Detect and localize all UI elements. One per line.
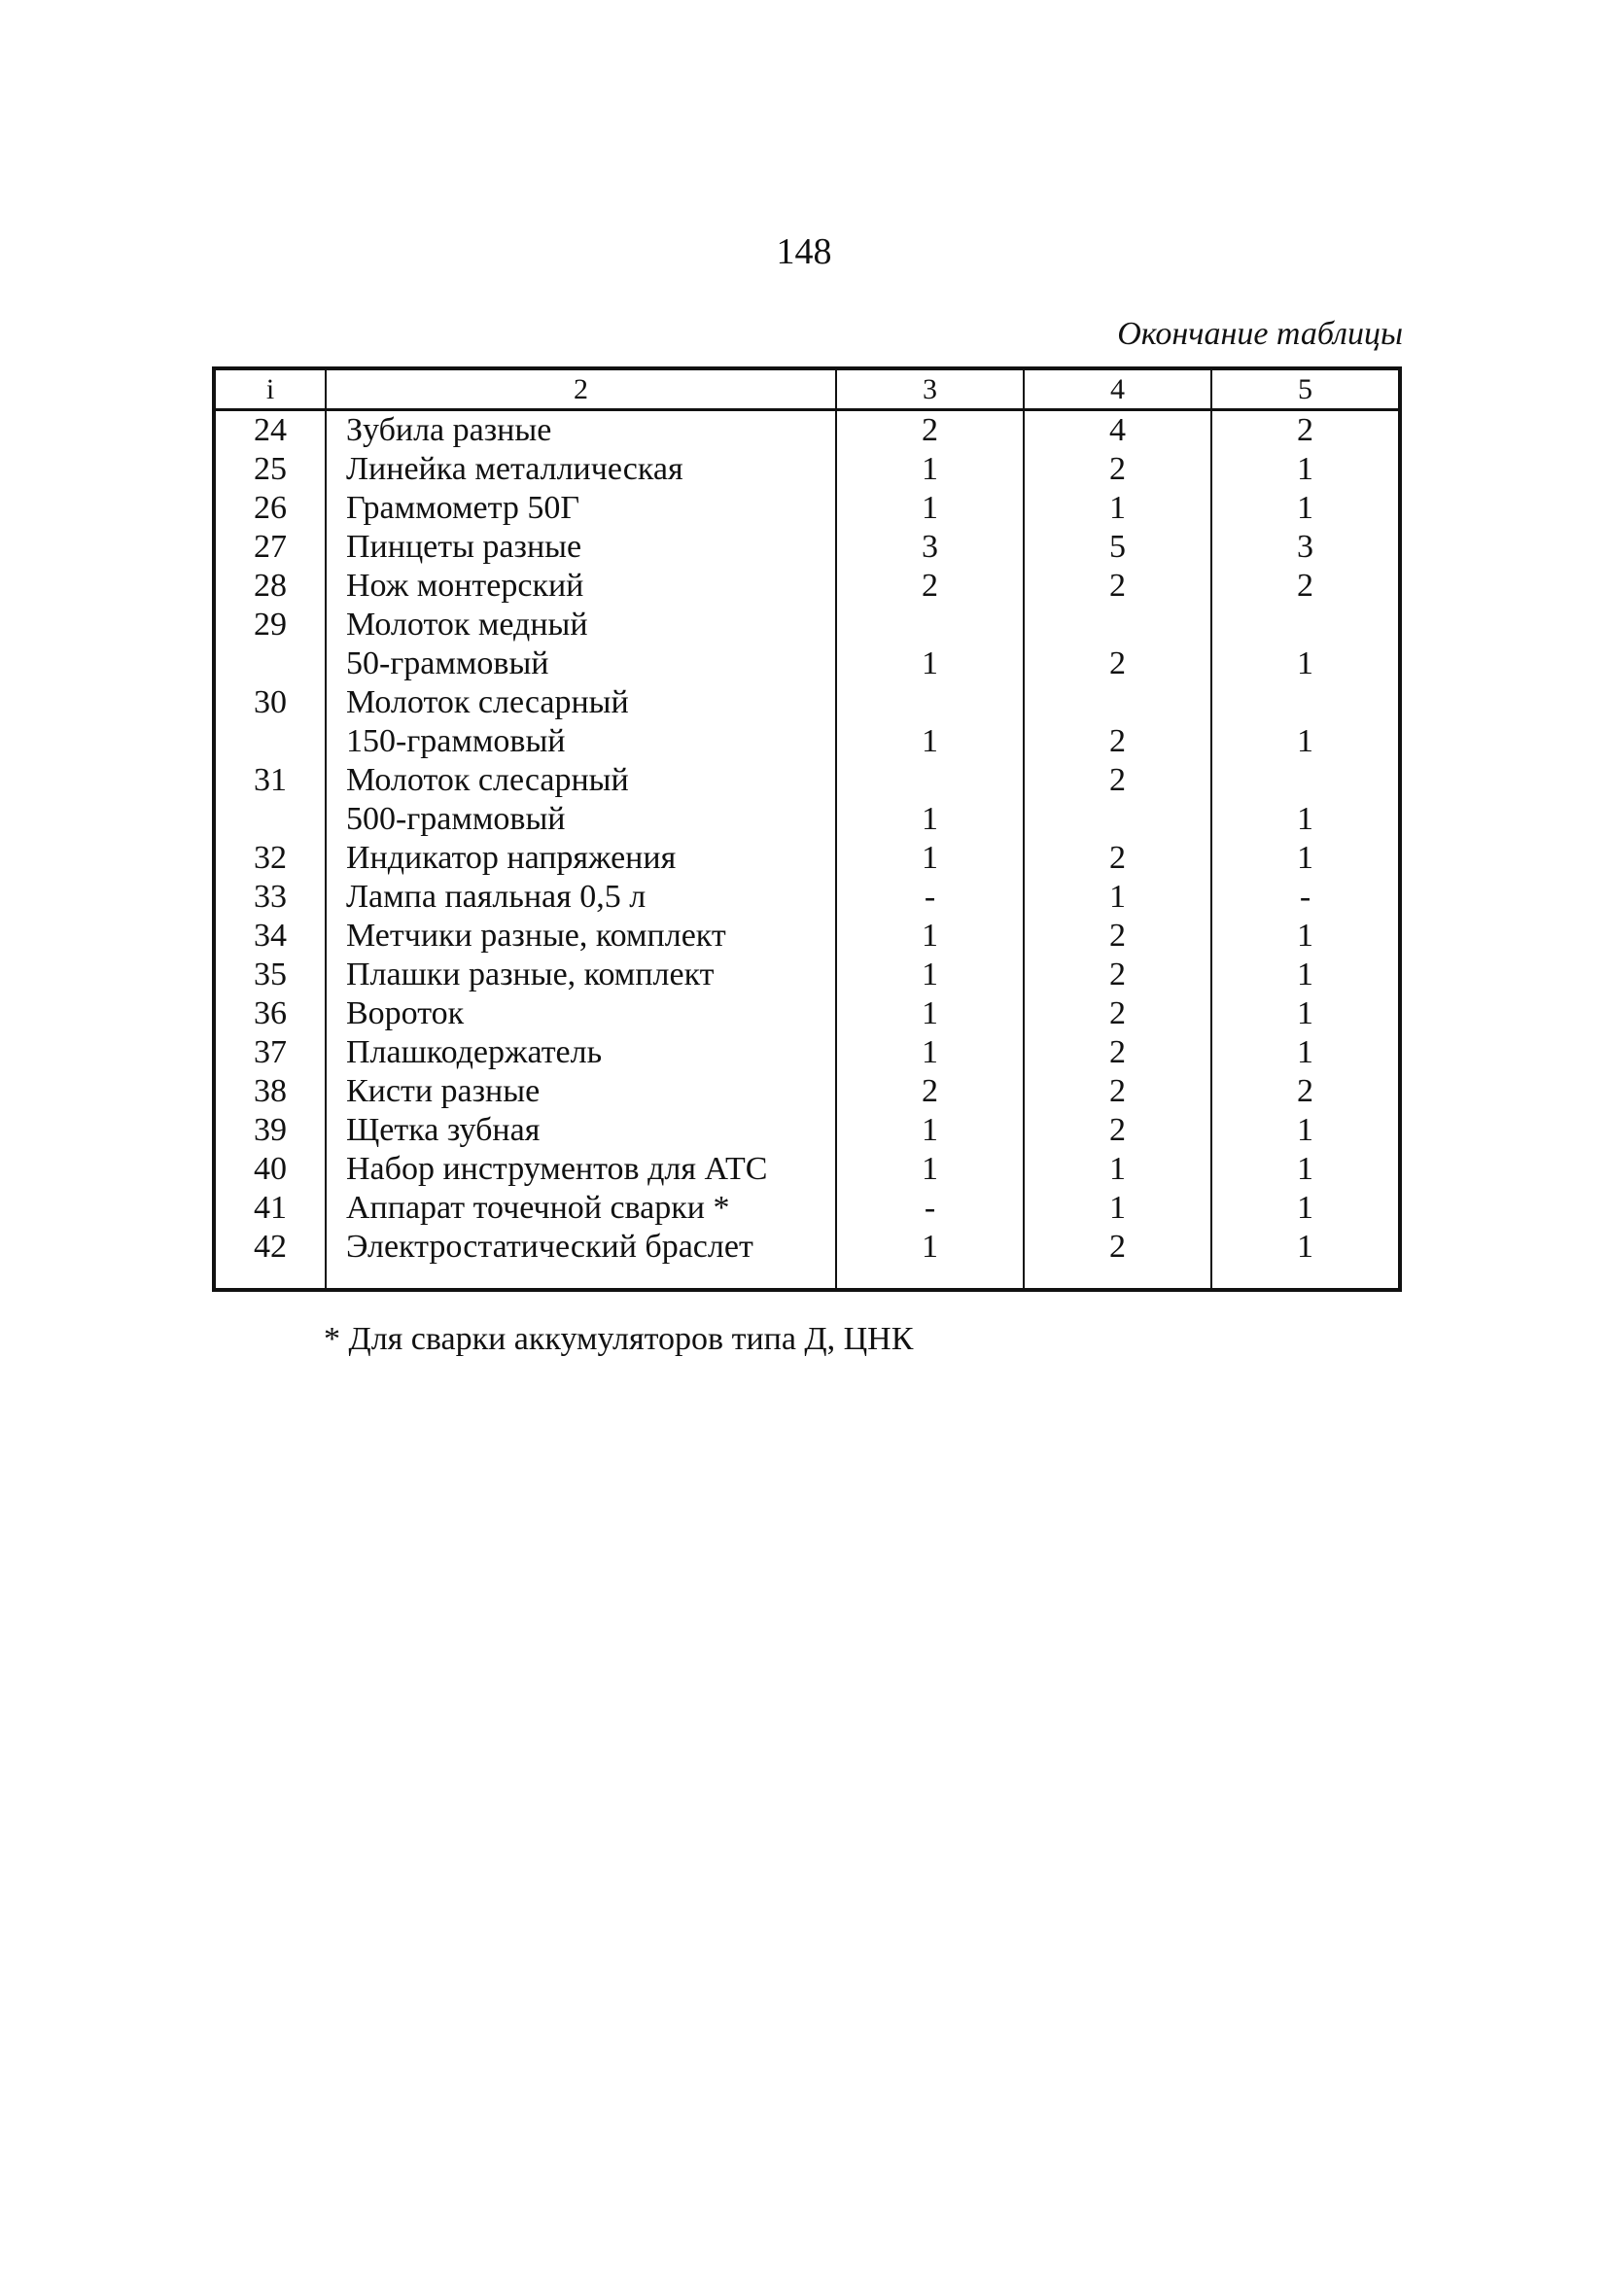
col-5-value: [1211, 761, 1400, 800]
col-3-value: [836, 761, 1024, 800]
row-number: 37: [214, 1033, 326, 1072]
table-row: [214, 722, 1400, 761]
item-name: Электростатический браслет: [326, 1228, 836, 1267]
table-row: [214, 1189, 1400, 1228]
col-3-value: 2: [836, 410, 1024, 451]
col-5-value: 1: [1211, 839, 1400, 878]
item-name: Индикатор напряжения: [326, 839, 836, 878]
item-name: Граммометр 50Г: [326, 489, 836, 528]
col-5-value: 1: [1211, 1033, 1400, 1072]
col-4-value: 2: [1024, 722, 1211, 761]
col-3-value: 1: [836, 722, 1024, 761]
tools-table: [212, 366, 1402, 1292]
row-number: [214, 644, 326, 683]
row-number: 27: [214, 528, 326, 567]
col-3-value: 1: [836, 1150, 1024, 1189]
row-number: 31: [214, 761, 326, 800]
col-5-value: 1: [1211, 489, 1400, 528]
row-number: [214, 722, 326, 761]
col-5-value: 1: [1211, 1150, 1400, 1189]
col-5-value: -: [1211, 878, 1400, 917]
col-4-value: 1: [1024, 1189, 1211, 1228]
col-5-value: 1: [1211, 722, 1400, 761]
col-4-value: 2: [1024, 956, 1211, 994]
table-row: [214, 410, 1400, 451]
col-3-value: -: [836, 1189, 1024, 1228]
item-name: 150-граммовый: [326, 722, 836, 761]
col-3-value: 1: [836, 994, 1024, 1033]
item-name: Плашкодержатель: [326, 1033, 836, 1072]
row-number: 39: [214, 1111, 326, 1150]
item-name: Набор инструментов для АТС: [326, 1150, 836, 1189]
col-5-value: 3: [1211, 528, 1400, 567]
col-5-value: [1211, 606, 1400, 644]
col-3-value: 1: [836, 1228, 1024, 1267]
col-3-value: 1: [836, 450, 1024, 489]
col-3-value: 1: [836, 917, 1024, 956]
table-row: [214, 606, 1400, 644]
item-name: Линейка металлическая: [326, 450, 836, 489]
table-header: [214, 368, 1400, 410]
header-col-1: i: [214, 368, 326, 410]
row-number: 26: [214, 489, 326, 528]
table-row: [214, 489, 1400, 528]
row-number: 32: [214, 839, 326, 878]
col-3-value: [836, 683, 1024, 722]
item-name: Вороток: [326, 994, 836, 1033]
col-4-value: 5: [1024, 528, 1211, 567]
spacer-cell: [1024, 1267, 1211, 1290]
table-caption: Окончание таблицы: [1117, 316, 1403, 352]
spacer-cell: [1211, 1267, 1400, 1290]
col-4-value: 2: [1024, 917, 1211, 956]
table-row: [214, 1033, 1400, 1072]
col-4-value: 2: [1024, 839, 1211, 878]
col-4-value: 1: [1024, 1150, 1211, 1189]
col-5-value: 1: [1211, 1228, 1400, 1267]
item-name: 500-граммовый: [326, 800, 836, 839]
col-4-value: 1: [1024, 878, 1211, 917]
col-5-value: 2: [1211, 410, 1400, 451]
table-row: [214, 917, 1400, 956]
col-4-value: 2: [1024, 994, 1211, 1033]
col-4-value: 2: [1024, 761, 1211, 800]
table-row: [214, 956, 1400, 994]
row-number: 36: [214, 994, 326, 1033]
table-row: [214, 644, 1400, 683]
col-4-value: [1024, 800, 1211, 839]
col-4-value: 4: [1024, 410, 1211, 451]
table-row: [214, 1072, 1400, 1111]
row-number: 29: [214, 606, 326, 644]
item-name: Нож монтерский: [326, 567, 836, 606]
header-col-2: 2: [326, 368, 836, 410]
col-4-value: [1024, 606, 1211, 644]
table-row: [214, 1228, 1400, 1267]
table-row: [214, 994, 1400, 1033]
spacer-cell: [326, 1267, 836, 1290]
table-row: [214, 1111, 1400, 1150]
footnote: * Для сварки аккумуляторов типа Д, ЦНК: [324, 1321, 914, 1357]
item-name: 50-граммовый: [326, 644, 836, 683]
col-5-value: 1: [1211, 800, 1400, 839]
table-row: [214, 683, 1400, 722]
row-number: 28: [214, 567, 326, 606]
item-name: Молоток медный: [326, 606, 836, 644]
col-3-value: 1: [836, 800, 1024, 839]
row-number: 42: [214, 1228, 326, 1267]
header-row: [214, 368, 1400, 410]
col-3-value: 2: [836, 567, 1024, 606]
col-5-value: 1: [1211, 956, 1400, 994]
col-3-value: 1: [836, 489, 1024, 528]
col-5-value: 1: [1211, 994, 1400, 1033]
col-3-value: 1: [836, 839, 1024, 878]
table-row: [214, 567, 1400, 606]
item-name: Аппарат точечной сварки *: [326, 1189, 836, 1228]
col-5-value: 1: [1211, 1111, 1400, 1150]
col-3-value: 1: [836, 644, 1024, 683]
header-col-5: 5: [1211, 368, 1400, 410]
col-5-value: [1211, 683, 1400, 722]
col-3-value: -: [836, 878, 1024, 917]
table-row: [214, 1150, 1400, 1189]
item-name: Плашки разные, комплект: [326, 956, 836, 994]
row-number: 33: [214, 878, 326, 917]
table-row: [214, 528, 1400, 567]
header-col-3: 3: [836, 368, 1024, 410]
col-5-value: 1: [1211, 644, 1400, 683]
col-4-value: 2: [1024, 1228, 1211, 1267]
spacer-cell: [836, 1267, 1024, 1290]
table-row: [214, 839, 1400, 878]
col-5-value: 1: [1211, 1189, 1400, 1228]
row-number: [214, 800, 326, 839]
spacer-cell: [214, 1267, 326, 1290]
col-3-value: 2: [836, 1072, 1024, 1111]
col-5-value: 1: [1211, 917, 1400, 956]
col-4-value: 2: [1024, 450, 1211, 489]
col-5-value: 1: [1211, 450, 1400, 489]
item-name: Лампа паяльная 0,5 л: [326, 878, 836, 917]
row-number: 35: [214, 956, 326, 994]
col-3-value: [836, 606, 1024, 644]
col-4-value: 2: [1024, 1033, 1211, 1072]
col-4-value: 2: [1024, 644, 1211, 683]
table-row: [214, 800, 1400, 839]
col-3-value: 3: [836, 528, 1024, 567]
col-5-value: 2: [1211, 1072, 1400, 1111]
col-3-value: 1: [836, 1111, 1024, 1150]
col-4-value: 2: [1024, 567, 1211, 606]
row-number: 38: [214, 1072, 326, 1111]
row-number: 25: [214, 450, 326, 489]
table-bottom-spacer: [214, 1267, 1400, 1290]
table-row: [214, 450, 1400, 489]
col-4-value: 1: [1024, 489, 1211, 528]
row-number: 40: [214, 1150, 326, 1189]
item-name: Пинцеты разные: [326, 528, 836, 567]
col-4-value: [1024, 683, 1211, 722]
item-name: Метчики разные, комплект: [326, 917, 836, 956]
row-number: 41: [214, 1189, 326, 1228]
item-name: Молоток слесарный: [326, 683, 836, 722]
table-body: [214, 410, 1400, 1291]
col-4-value: 2: [1024, 1111, 1211, 1150]
page-number: 148: [776, 231, 832, 272]
table-row: [214, 878, 1400, 917]
item-name: Зубила разные: [326, 410, 836, 451]
col-4-value: 2: [1024, 1072, 1211, 1111]
header-col-4: 4: [1024, 368, 1211, 410]
col-3-value: 1: [836, 1033, 1024, 1072]
table-row: [214, 761, 1400, 800]
row-number: 34: [214, 917, 326, 956]
col-5-value: 2: [1211, 567, 1400, 606]
row-number: 24: [214, 410, 326, 451]
item-name: Кисти разные: [326, 1072, 836, 1111]
row-number: 30: [214, 683, 326, 722]
item-name: Щетка зубная: [326, 1111, 836, 1150]
col-3-value: 1: [836, 956, 1024, 994]
item-name: Молоток слесарный: [326, 761, 836, 800]
